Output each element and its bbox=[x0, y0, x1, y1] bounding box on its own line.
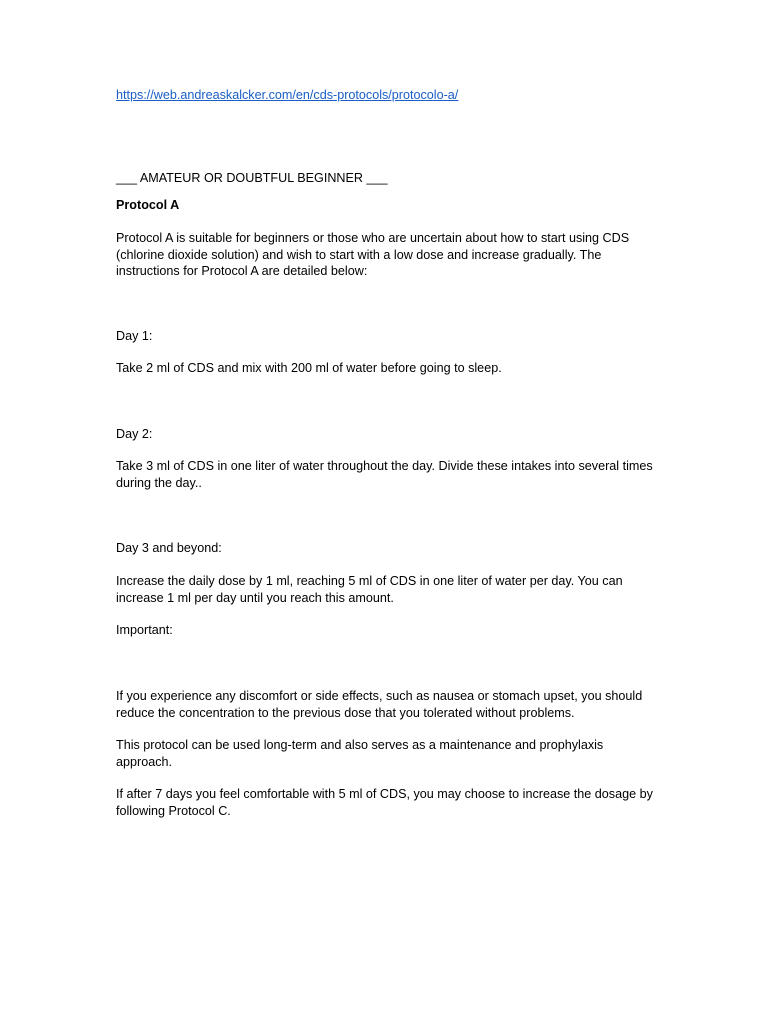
protocol-title: Protocol A bbox=[116, 198, 180, 212]
day-2-label: Day 2: bbox=[116, 427, 153, 441]
day-1-label: Day 1: bbox=[116, 329, 153, 343]
day-3-label: Day 3 and beyond: bbox=[116, 541, 222, 555]
day-1-text: Take 2 ml of CDS and mix with 200 ml of water before going to sleep. bbox=[116, 361, 502, 375]
section-heading: ___ AMATEUR OR DOUBTFUL BEGINNER ___ bbox=[116, 171, 388, 185]
note-side-effects: If you experience any discomfort or side effects, such as nausea or stomach upset, you should reduce the concentration to the previous dose that you tolerated without problems. bbox=[116, 689, 643, 720]
day-2-text: Take 3 ml of CDS in one liter of water throughout the day. Divide these intakes into several times during the day.. bbox=[116, 459, 653, 490]
intro-paragraph: Protocol A is suitable for beginners or those who are uncertain about how to start using CDS (chlorine dioxide solution) and wish to start with a low dose and increase gradually. The instructions for Protocol A are detailed below: bbox=[116, 231, 630, 278]
source-link[interactable]: https://web.andreaskalcker.com/en/cds-protocols/protocolo-a/ bbox=[116, 88, 459, 102]
day-3-text: Increase the daily dose by 1 ml, reaching 5 ml of CDS in one liter of water per day. You can increase 1 ml per day until you reach this amount. bbox=[116, 574, 623, 605]
note-long-term: This protocol can be used long-term and also serves as a maintenance and prophylaxis approach. bbox=[116, 738, 604, 769]
important-label: Important: bbox=[116, 623, 173, 637]
note-protocol-c: If after 7 days you feel comfortable with 5 ml of CDS, you may choose to increase the dosage by following Protocol C. bbox=[116, 787, 653, 818]
